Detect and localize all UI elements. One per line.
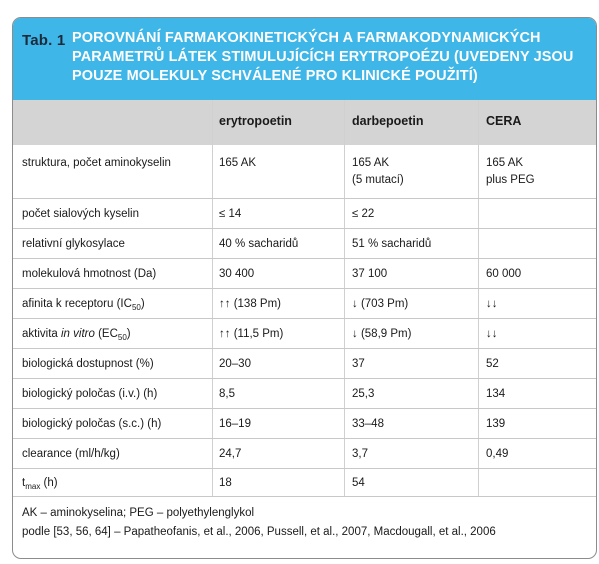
row-label: biologický poločas (i.v.) (h) xyxy=(22,388,158,400)
cell-erytropoetin: 24,7 xyxy=(219,448,242,460)
row-label-subscript: 50 xyxy=(117,333,127,342)
row-label-end: ) xyxy=(140,298,145,310)
row-label: biologický poločas (s.c.) (h) xyxy=(22,418,162,430)
title-line-2: PARAMETRŮ LÁTEK STIMULUJÍCÍCH ERYTROPOÉZU (UVEDENY JSOU xyxy=(72,49,574,65)
title-line-3: POUZE MOLEKULY SCHVÁLENÉ PRO KLINICKÉ POUŽITÍ) xyxy=(72,68,478,84)
row-label: počet sialových kyselin xyxy=(22,208,139,220)
cell-cera: 52 xyxy=(486,358,499,370)
cell-darbepoetin: ≤ 22 xyxy=(352,208,375,220)
table-row xyxy=(13,289,596,319)
cell-darbepoetin: 25,3 xyxy=(352,388,375,400)
row-label-mid: (EC xyxy=(94,328,118,340)
cell-cera: 60 000 xyxy=(486,268,522,280)
table-number: Tab. 1 xyxy=(22,32,66,49)
cell-erytropoetin: 18 xyxy=(219,477,232,489)
table-row xyxy=(13,379,596,409)
row-label: relativní glykosylace xyxy=(22,238,125,250)
footnote-sources: podle [53, 56, 64] – Papatheofanis, et al., 2006, Pussell, et al., 2007, Macdougall, et al., 2006 xyxy=(22,526,496,538)
row-label-text: aktivita xyxy=(22,328,61,340)
column-header-cera: CERA xyxy=(486,114,522,128)
table-row xyxy=(13,439,596,469)
table-frame xyxy=(12,17,597,559)
row-label: molekulová hmotnost (Da) xyxy=(22,268,157,280)
cell-darbepoetin: 3,7 xyxy=(352,448,368,460)
row-label-subscript: 50 xyxy=(131,303,141,312)
row-label xyxy=(22,296,145,316)
row-label: struktura, počet aminokyselin xyxy=(22,157,171,169)
cell-erytropoetin: 40 % sacharidů xyxy=(219,238,299,250)
cell-cera: ↓↓ xyxy=(486,328,498,340)
cell-darbepoetin: 37 xyxy=(352,358,365,370)
table-row xyxy=(13,349,596,379)
column-header-darbepoetin: darbepoetin xyxy=(352,114,424,128)
table-title xyxy=(72,29,582,86)
cell-erytropoetin: ↑↑ (11,5 Pm) xyxy=(219,328,284,340)
table-row xyxy=(13,199,596,229)
row-label-text: afinita k receptoru (IC xyxy=(22,298,132,310)
cell-darbepoetin: 37 100 xyxy=(352,268,388,280)
row-label xyxy=(22,475,58,495)
cell-cera: 0,49 xyxy=(486,448,509,460)
row-label-text: t xyxy=(22,477,26,489)
table-row xyxy=(13,409,596,439)
cell-erytropoetin: ≤ 14 xyxy=(219,208,242,220)
table-header xyxy=(13,18,596,100)
footnote-abbreviations: AK – aminokyselina; PEG – polyethylenglykol xyxy=(22,507,255,519)
cell-darbepoetin: 33–48 xyxy=(352,418,384,430)
cell-cera: ↓↓ xyxy=(486,298,498,310)
row-label xyxy=(22,326,131,346)
row-label: clearance (ml/h/kg) xyxy=(22,448,120,460)
row-label-italic: in vitro xyxy=(61,328,95,340)
row-label-end: (h) xyxy=(40,477,58,489)
cell-cera: 134 xyxy=(486,388,506,400)
cell-erytropoetin: 20–30 xyxy=(219,358,251,370)
cell-erytropoetin: 16–19 xyxy=(219,418,251,430)
table-row xyxy=(13,319,596,349)
cell-darbepoetin-note: (5 mutací) xyxy=(352,174,404,186)
cell-darbepoetin: 165 AK xyxy=(352,157,390,169)
cell-darbepoetin: ↓ (58,9 Pm) xyxy=(352,328,412,340)
cell-darbepoetin: ↓ (703 Pm) xyxy=(352,298,409,310)
cell-cera: 139 xyxy=(486,418,506,430)
cell-erytropoetin: ↑↑ (138 Pm) xyxy=(219,298,281,310)
cell-cera-note: plus PEG xyxy=(486,174,535,186)
cell-darbepoetin: 51 % sacharidů xyxy=(352,238,432,250)
cell-erytropoetin: 8,5 xyxy=(219,388,235,400)
table-row xyxy=(13,145,596,199)
table-row xyxy=(13,469,596,497)
cell-erytropoetin: 165 AK xyxy=(219,157,257,169)
table-row xyxy=(13,229,596,259)
cell-darbepoetin: 54 xyxy=(352,477,365,489)
cell-cera: 165 AK xyxy=(486,157,524,169)
row-label-subscript: max xyxy=(25,482,41,491)
table-row xyxy=(13,259,596,289)
row-label-end: ) xyxy=(126,328,131,340)
row-label: biologická dostupnost (%) xyxy=(22,358,154,370)
column-header-row xyxy=(13,100,596,145)
title-line-1: POROVNÁNÍ FARMAKOKINETICKÝCH A FARMAKODYNAMICKÝCH xyxy=(72,30,541,46)
column-header-erytropoetin: erytropoetin xyxy=(219,114,292,128)
cell-erytropoetin: 30 400 xyxy=(219,268,255,280)
